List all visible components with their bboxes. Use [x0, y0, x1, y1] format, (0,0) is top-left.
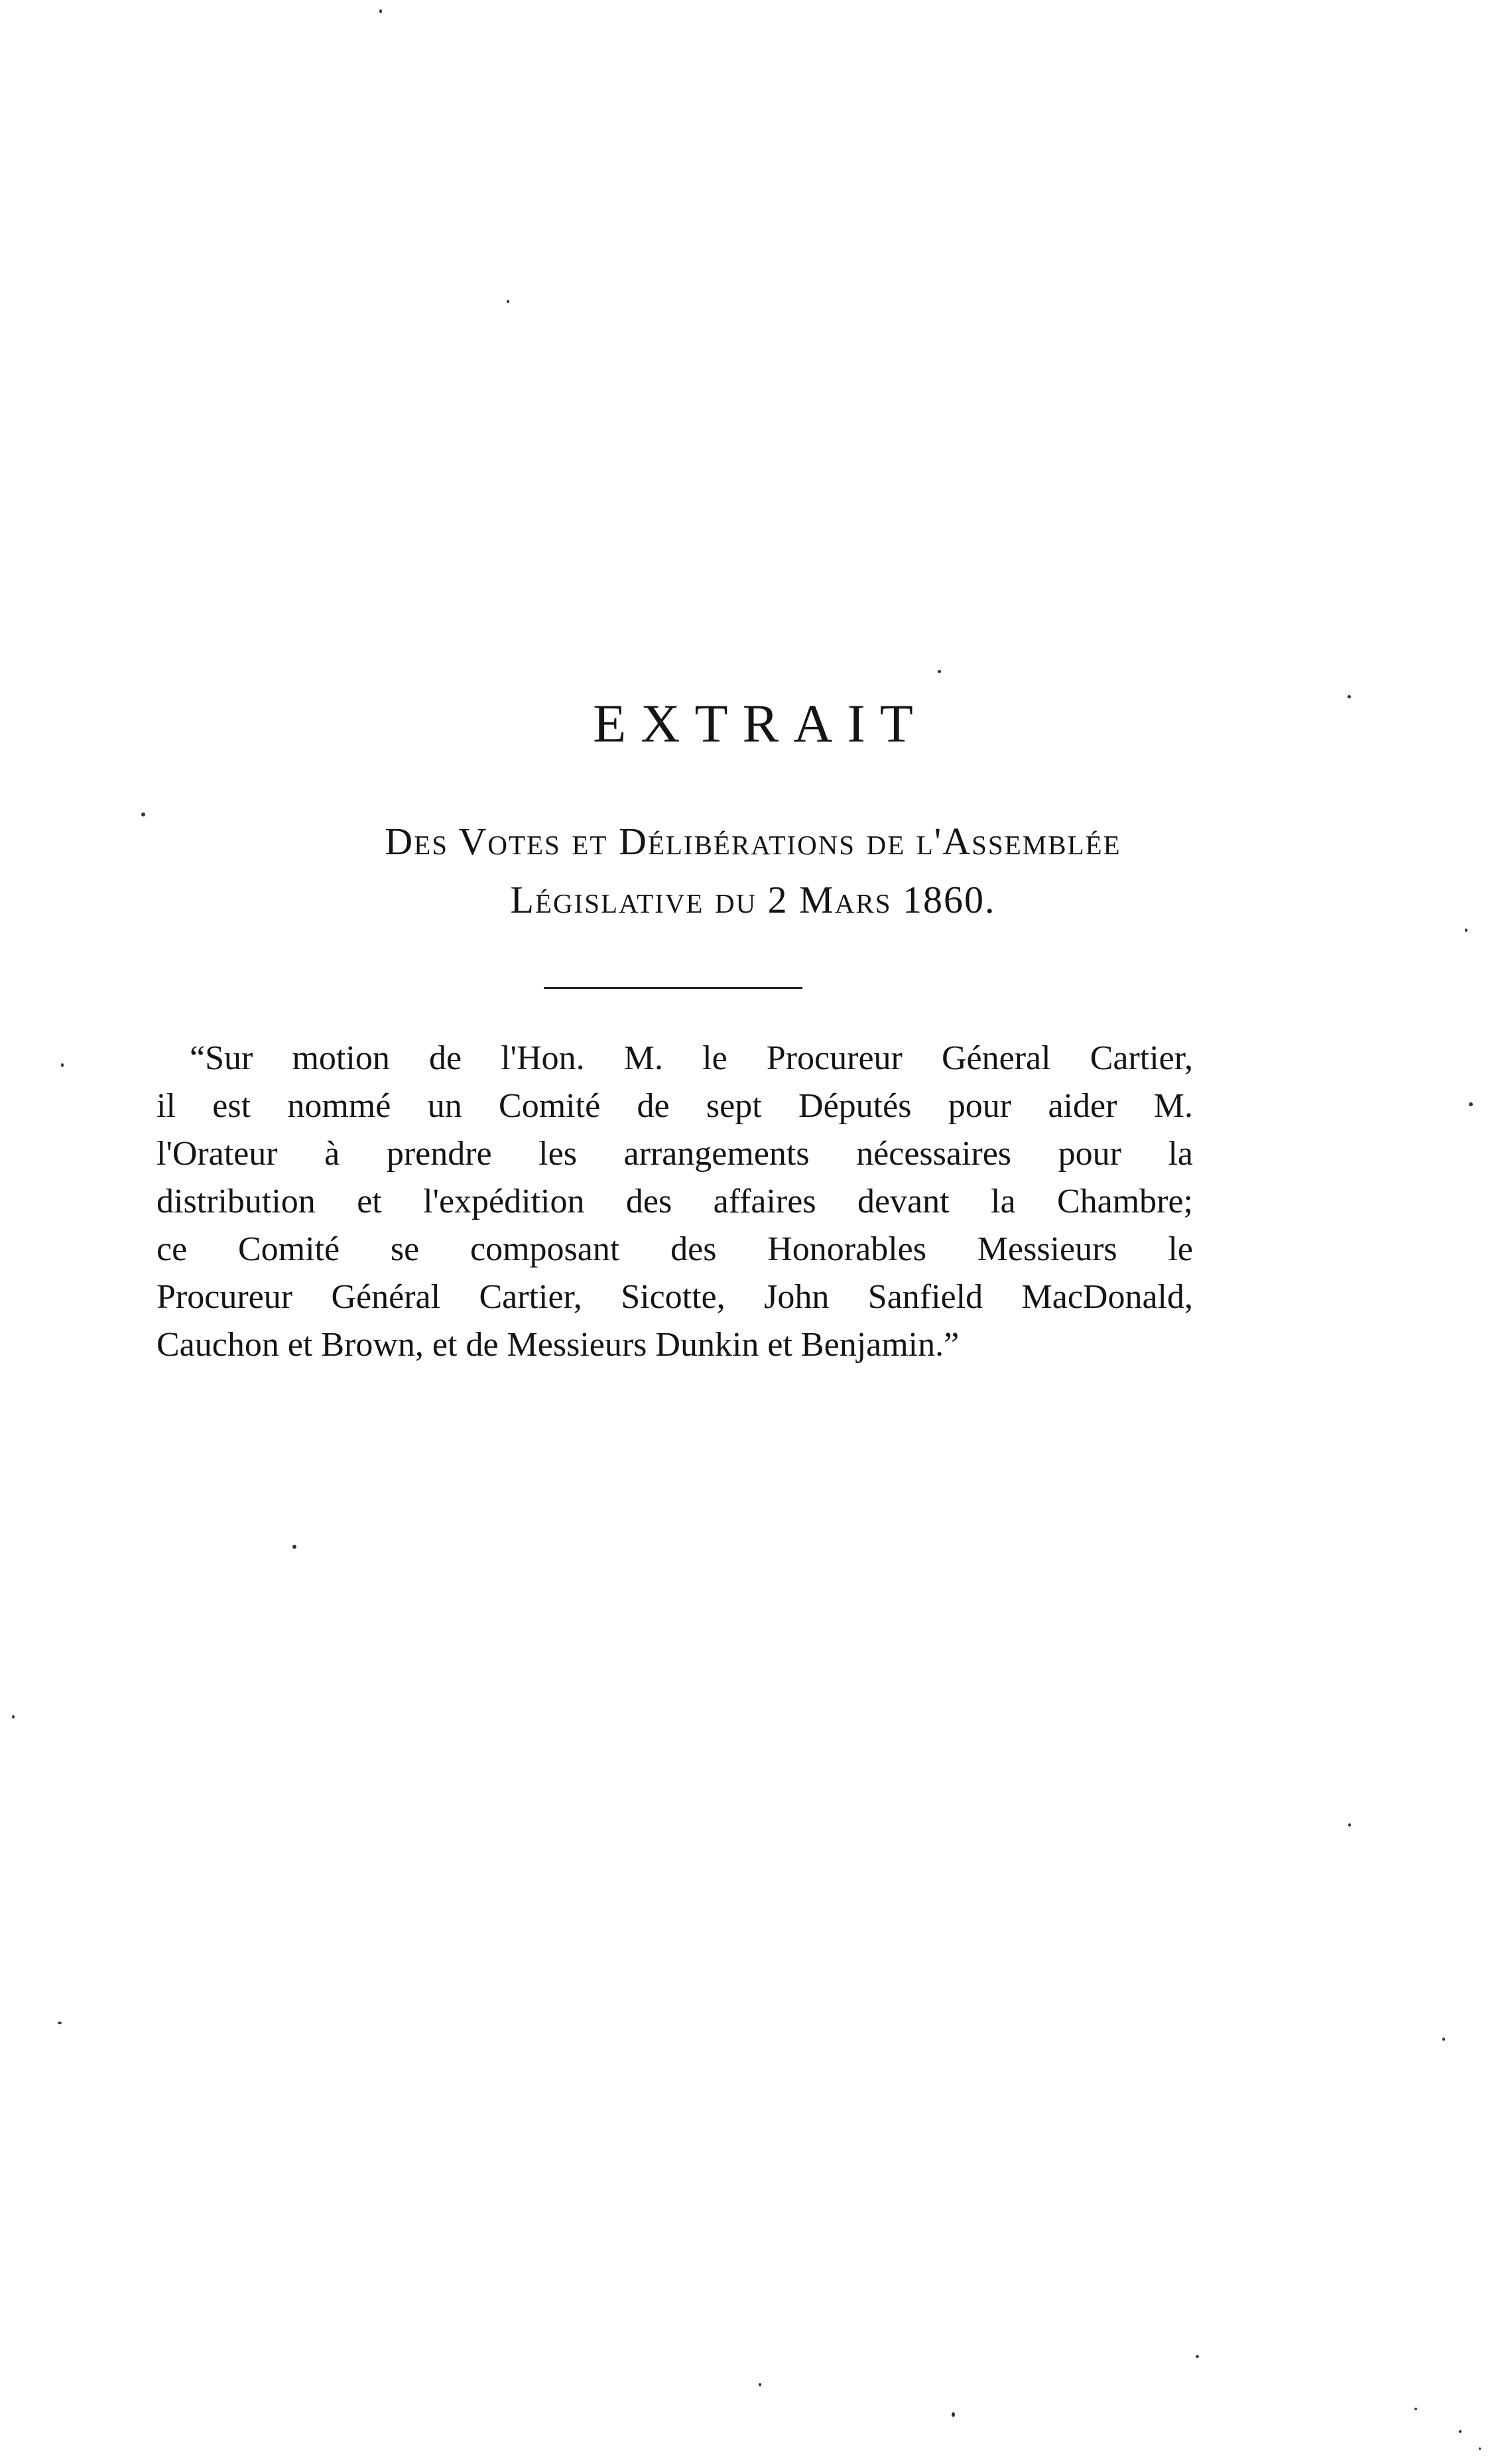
- scan-speck: [507, 300, 509, 303]
- scan-speck: [938, 670, 941, 673]
- scan-speck: [1479, 2447, 1481, 2450]
- section-divider: [544, 987, 802, 989]
- paragraph-line: ce Comité se composant des Honorables Messieurs le: [157, 1230, 1193, 1268]
- scan-speck: [952, 2412, 955, 2417]
- scan-speck: [1442, 2038, 1445, 2041]
- scan-speck: [379, 9, 382, 13]
- scan-speck: [1196, 2355, 1199, 2358]
- paragraph-line: Procureur Général Cartier, Sicotte, John Sanfield MacDonald,: [157, 1278, 1193, 1316]
- resolution-paragraph: [157, 1035, 1193, 1369]
- scan-speck: [1414, 2408, 1417, 2410]
- scan-speck: [12, 1715, 15, 1718]
- scan-speck: [61, 1063, 64, 1067]
- scan-speck: [1465, 929, 1468, 932]
- scan-speck: [1348, 695, 1351, 698]
- subtitle-line: Législative du 2 Mars 1860.: [510, 878, 996, 921]
- paragraph-line: “Sur motion de l'Hon. M. le Procureur Géneral Cartier,: [190, 1039, 1193, 1077]
- scan-speck: [759, 2383, 761, 2386]
- scan-speck: [1469, 1102, 1473, 1106]
- scan-speck: [141, 812, 145, 816]
- scan-speck: [58, 2022, 62, 2024]
- scan-speck: [1459, 2430, 1462, 2433]
- paragraph-line: il est nommé un Comité de sept Députés pour aider M.: [157, 1087, 1193, 1125]
- paragraph-line: Cauchon et Brown, et de Messieurs Dunkin et Benjamin.”: [157, 1326, 960, 1364]
- scan-speck: [1348, 1823, 1351, 1827]
- document-title: EXTRAIT: [593, 693, 928, 753]
- scan-speck: [292, 1545, 296, 1549]
- paragraph-line: distribution et l'expédition des affaires devant la Chambre;: [157, 1183, 1193, 1220]
- document-subtitle: [0, 812, 1506, 929]
- paragraph-line: l'Orateur à prendre les arrangements nécessaires pour la: [157, 1135, 1193, 1173]
- subtitle-line: Des Votes et Délibérations de l'Assemblée: [385, 820, 1121, 863]
